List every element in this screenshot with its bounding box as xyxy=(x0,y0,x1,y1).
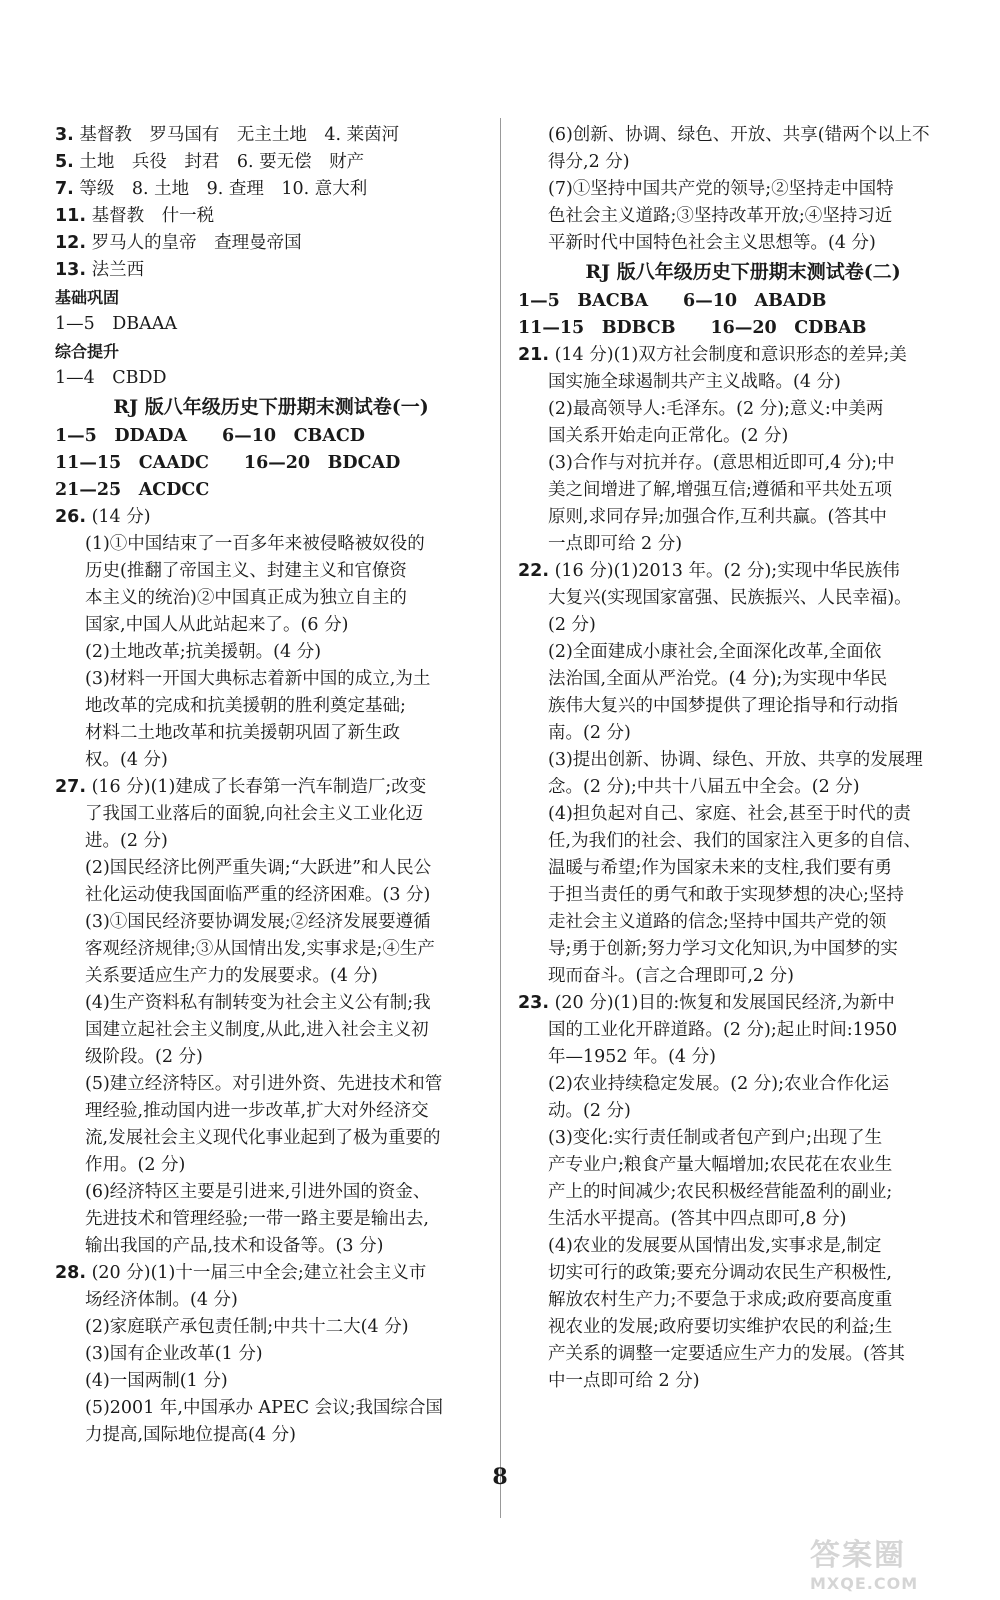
left-column xyxy=(55,122,487,1449)
answer-line: 地改革的完成和抗美援朝的胜利奠定基础; xyxy=(85,696,406,716)
answer-line: (2)全面建成小康社会,全面深化改革,全面依 xyxy=(548,642,882,662)
answer-line: 国实施全球遏制共产主义战略。(4 分) xyxy=(548,372,841,392)
question-continued xyxy=(518,122,968,257)
watermark-url: MXQE.COM xyxy=(810,1574,919,1593)
answer-line: 了我国工业落后的面貌,向社会主义工业化迈 xyxy=(85,804,424,824)
answer-line: 流,发展社会主义现代化事业起到了极为重要的 xyxy=(85,1128,441,1148)
column-divider xyxy=(500,118,501,1518)
answer-line: (3)合作与对抗并存。(意思相近即可,4 分);中 xyxy=(548,453,895,473)
answer-line: 力提高,国际地位提高(4 分) xyxy=(85,1425,296,1445)
answer-line: 走社会主义道路的信念;坚持中国共产党的领 xyxy=(548,912,887,932)
answer-line: 视农业的发展;政府要切实维护农民的利益;生 xyxy=(548,1317,893,1337)
watermark-logo-text: 答案圈 xyxy=(810,1538,906,1573)
answer-line: (4)生产资料私有制转变为社会主义公有制;我 xyxy=(85,993,431,1013)
advanced-answers: 1—4 CBDD xyxy=(55,368,167,388)
answer-line: 动。(2 分) xyxy=(548,1101,631,1121)
answer-line: (3)提出创新、协调、绿色、开放、共享的发展理 xyxy=(548,750,923,770)
answer-line: (2)家庭联产承包责任制;中共十二大(4 分) xyxy=(85,1317,409,1337)
answer-line: (4)农业的发展要从国情出发,实事求是,制定 xyxy=(548,1236,882,1256)
answer-line: 进。(2 分) xyxy=(85,831,168,851)
answer-line: 念。(2 分);中共十八届五中全会。(2 分) xyxy=(548,777,860,797)
answer-line: (2)最高领导人:毛泽东。(2 分);意义:中美两 xyxy=(548,399,884,419)
answer-line: 国家,中国人从此站起来了。(6 分) xyxy=(85,615,349,635)
answer-line: 于担当责任的勇气和敢于实现梦想的决心;坚持 xyxy=(548,885,904,905)
answer-line: 国关系开始走向正常化。(2 分) xyxy=(548,426,789,446)
answer-line: 12. 罗马人的皇帝 查理曼帝国 xyxy=(55,233,302,253)
answer-line: 族伟大复兴的中国梦提供了理论指导和行动指 xyxy=(548,696,898,716)
answer-line: (2 分) xyxy=(548,615,596,635)
answer-line: (5)建立经济特区。对引进外资、先进技术和管 xyxy=(85,1074,443,1094)
watermark-logo xyxy=(810,1530,980,1593)
answer-line: 27. (16 分)(1)建成了长春第一汽车制造厂;改变 xyxy=(55,777,427,797)
answer-line: 作用。(2 分) xyxy=(85,1155,186,1175)
answer-line: 平新时代中国特色社会主义思想等。(4 分) xyxy=(548,233,876,253)
answer-line: 一点即可给 2 分) xyxy=(548,534,683,554)
test2-multiple-choice xyxy=(518,288,968,342)
answer-line: 中一点即可给 2 分) xyxy=(548,1371,700,1391)
answer-line: (2)国民经济比例严重失调;“大跃进”和人民公 xyxy=(85,858,432,878)
answer-line: (3)国有企业改革(1 分) xyxy=(85,1344,263,1364)
answer-line: 产专业户;粮食产量大幅增加;农民花在农业生 xyxy=(548,1155,893,1175)
answer-line: 原则,求同存异;加强合作,互利共赢。(答其中 xyxy=(548,507,887,527)
question-27 xyxy=(55,774,487,1260)
answer-line: 产关系的调整一定要适应生产力的发展。(答其 xyxy=(548,1344,905,1364)
answer-line: 3. 基督教 罗马国有 无主土地 4. 莱茵河 xyxy=(55,125,400,145)
answer-line: 生活水平提高。(答其中四点即可,8 分) xyxy=(548,1209,847,1229)
basic-answers: 1—5 DBAAA xyxy=(55,314,178,334)
answer-line: 解放农村生产力;不要急于求成;政府要高度重 xyxy=(548,1290,893,1310)
answer-line: 21. (14 分)(1)双方社会制度和意识形态的差异;美 xyxy=(518,345,907,365)
test-title-1: RJ 版八年级历史下册期末测试卷(一) xyxy=(113,396,429,418)
test1-multiple-choice xyxy=(55,423,487,504)
answer-line: 输出我国的产品,技术和设备等。(3 分) xyxy=(85,1236,384,1256)
answer-line: 大复兴(实现国家富强、民族振兴、人民幸福)。 xyxy=(548,588,912,608)
answer-line: 美之间增进了解,增强互信;遵循和平共处五项 xyxy=(548,480,892,500)
answer-line: 11. 基督教 什一税 xyxy=(55,206,215,226)
answer-line: 国建立起社会主义制度,从此,进入社会主义初 xyxy=(85,1020,429,1040)
answer-line: 23. (20 分)(1)目的:恢复和发展国民经济,为新中 xyxy=(518,993,895,1013)
question-28 xyxy=(55,1260,487,1449)
question-22 xyxy=(518,558,968,990)
answer-line: 南。(2 分) xyxy=(548,723,631,743)
mc-answer-line: 11—15 BDBCB 16—20 CDBAB xyxy=(518,318,867,338)
answer-line: (1)①中国结束了一百多年来被侵略被奴役的 xyxy=(85,534,425,554)
mc-answer-line: 11—15 CAADC 16—20 BDCAD xyxy=(55,453,401,473)
test-title-2: RJ 版八年级历史下册期末测试卷(二) xyxy=(585,261,901,283)
answer-line: 关系要适应生产力的发展要求。(4 分) xyxy=(85,966,378,986)
answer-line: (6)经济特区主要是引进来,引进外国的资金、 xyxy=(85,1182,431,1202)
section-heading-advanced: 综合提升 xyxy=(55,342,120,361)
section-heading-basic: 基础巩固 xyxy=(55,288,120,307)
answer-line: 22. (16 分)(1)2013 年。(2 分);实现中华民族伟 xyxy=(518,561,900,581)
question-26 xyxy=(55,504,487,774)
answer-line: (3)变化:实行责任制或者包产到户;出现了生 xyxy=(548,1128,883,1148)
question-21 xyxy=(518,342,968,558)
page-number: 8 xyxy=(492,1464,508,1490)
answer-line: 历史(推翻了帝国主义、封建主义和官僚资 xyxy=(85,561,407,581)
answer-line: 级阶段。(2 分) xyxy=(85,1047,203,1067)
answer-line: (7)①坚持中国共产党的领导;②坚持走中国特 xyxy=(548,179,894,199)
answer-line: (6)创新、协调、绿色、开放、共享(错两个以上不 xyxy=(548,125,930,145)
answer-line: 28. (20 分)(1)十一届三中全会;建立社会主义市 xyxy=(55,1263,427,1283)
answer-line: (4)一国两制(1 分) xyxy=(85,1371,228,1391)
answer-line: 权。(4 分) xyxy=(85,750,168,770)
answer-line: (2)土地改革;抗美援朝。(4 分) xyxy=(85,642,322,662)
answer-line: (4)担负起对自己、家庭、社会,甚至于时代的责 xyxy=(548,804,911,824)
answer-line: 得分,2 分) xyxy=(548,152,630,172)
answer-line: 任,为我们的社会、我们的国家注入更多的自信、 xyxy=(548,831,922,851)
answer-line: (5)2001 年,中国承办 APEC 会议;我国综合国 xyxy=(85,1398,444,1418)
answer-line: 产上的时间减少;农民积极经营能盈利的副业; xyxy=(548,1182,893,1202)
answer-line: 现而奋斗。(言之合理即可,2 分) xyxy=(548,966,794,986)
answer-line: (3)材料一开国大典标志着新中国的成立,为土 xyxy=(85,669,431,689)
answer-line: 法治国,全面从严治党。(4 分);为实现中华民 xyxy=(548,669,888,689)
answer-line: 13. 法兰西 xyxy=(55,260,145,280)
answer-line: 场经济体制。(4 分) xyxy=(85,1290,238,1310)
answer-line: (2)农业持续稳定发展。(2 分);农业合作化运 xyxy=(548,1074,890,1094)
answer-line: 26. (14 分) xyxy=(55,507,151,527)
mc-answer-line: 1—5 BACBA 6—10 ABADB xyxy=(518,291,827,311)
mc-answer-line: 1—5 DDADA 6—10 CBACD xyxy=(55,426,365,446)
answer-line: 材料二土地改革和抗美援朝巩固了新生政 xyxy=(85,723,400,743)
right-column xyxy=(518,122,968,1395)
answer-line: 国的工业化开辟道路。(2 分);起止时间:1950 xyxy=(548,1020,898,1040)
answer-line: 色社会主义道路;③坚持改革开放;④坚持习近 xyxy=(548,206,893,226)
mc-answer-line: 21—25 ACDCC xyxy=(55,480,210,500)
fill-in-answers xyxy=(55,122,487,284)
answer-line: 年—1952 年。(4 分) xyxy=(548,1047,716,1067)
answer-line: 本主义的统治)②中国真正成为独立自主的 xyxy=(85,588,407,608)
answer-line: 温暖与希望;作为国家未来的支柱,我们要有勇 xyxy=(548,858,892,878)
answer-line: 社化运动使我国面临严重的经济困难。(3 分) xyxy=(85,885,431,905)
answer-line: 7. 等级 8. 土地 9. 查理 10. 意大利 xyxy=(55,179,368,199)
answer-line: (3)①国民经济要协调发展;②经济发展要遵循 xyxy=(85,912,431,932)
answer-line: 导;勇于创新;努力学习文化知识,为中国梦的实 xyxy=(548,939,898,959)
answer-line: 切实可行的政策;要充分调动农民生产积极性, xyxy=(548,1263,892,1283)
answer-line: 5. 土地 兵役 封君 6. 要无偿 财产 xyxy=(55,152,365,172)
answer-line: 客观经济规律;③从国情出发,实事求是;④生产 xyxy=(85,939,435,959)
answer-line: 先进技术和管理经验;一带一路主要是输出去, xyxy=(85,1209,429,1229)
question-23 xyxy=(518,990,968,1395)
answer-line: 理经验,推动国内进一步改革,扩大对外经济交 xyxy=(85,1101,429,1121)
